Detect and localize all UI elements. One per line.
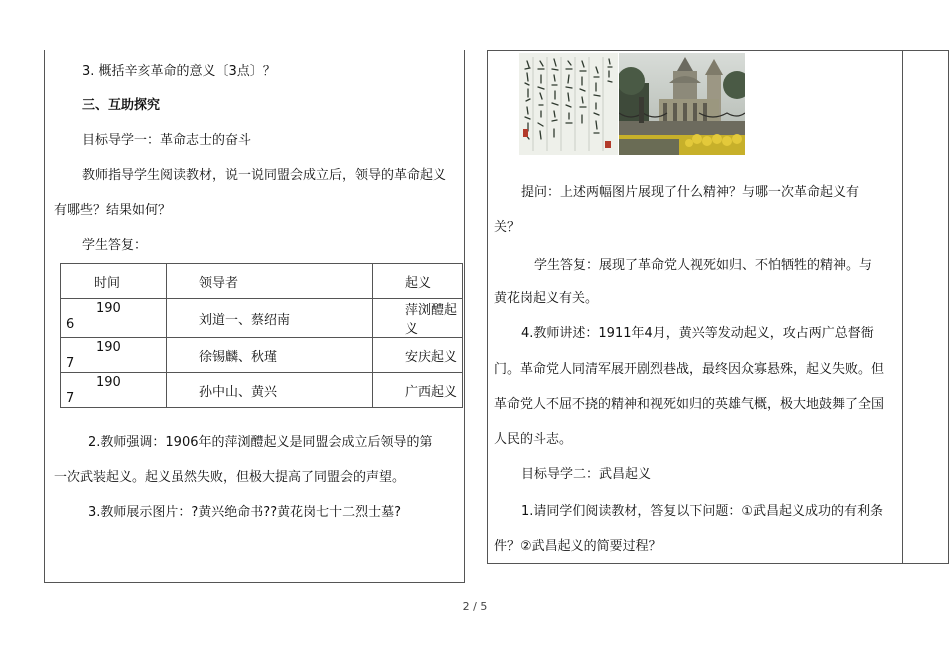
year-cell: [61, 373, 167, 408]
table-row: [61, 373, 463, 408]
header-leader: 领导者: [167, 264, 373, 299]
uprising-cell: 广西起义: [373, 373, 463, 408]
ask-line-1: 提问：上述两幅图片展现了什么精神？与哪一次革命起义有: [521, 185, 860, 200]
uprisings-table: [60, 263, 463, 408]
emphasis-line-2: 一次武装起义。起义虽然失败，但极大提高了同盟会的声望。: [54, 470, 406, 485]
huanghuagang-tomb-image: [619, 53, 745, 155]
header-time: 时间: [61, 264, 167, 299]
calligraphy-strokes: [519, 53, 618, 155]
right-column-divider: [902, 50, 903, 563]
table-header-row: [61, 264, 463, 299]
tomb-photo: [619, 53, 745, 155]
section-title: 三、互助探究: [82, 98, 161, 113]
year-part-b: 7: [66, 391, 75, 406]
table-row: [61, 338, 463, 373]
year-part-a: 190: [96, 301, 121, 316]
uprising-cell: 萍浏醴起义: [373, 299, 463, 338]
table-row: [61, 299, 463, 338]
show-pictures-line: 3.教师展示图片：?黄兴绝命书??黄花岗七十二烈士墓?: [88, 505, 402, 520]
goal-1-title: 目标导学一：革命志士的奋斗: [82, 133, 252, 148]
lecture-line-1: 4.教师讲述：1911年4月，黄兴等发动起义，攻占两广总督衙: [521, 326, 874, 341]
reading-line-2: 件？②武昌起义的简要过程？: [494, 539, 662, 554]
year-part-a: 190: [96, 375, 121, 390]
emphasis-line-1: 2.教师强调：1906年的萍浏醴起义是同盟会成立后领导的第: [88, 435, 433, 450]
year-part-b: 6: [66, 317, 75, 332]
page-number: 2 / 5: [462, 600, 488, 613]
ask-line-2: 关？: [494, 220, 521, 235]
header-uprising: 起义: [373, 264, 463, 299]
lecture-line-4: 人民的斗志。: [494, 432, 573, 447]
answer-line-1: 学生答复：展现了革命党人视死如归、不怕牺牲的精神。与: [534, 258, 873, 273]
year-part-b: 7: [66, 356, 75, 371]
goal-2-title: 目标导学二：武昌起义: [521, 467, 652, 482]
year-cell: [61, 338, 167, 373]
lecture-line-2: 门。革命党人同清军展开剧烈巷战，最终因众寡悬殊，起义失败。但: [494, 362, 885, 377]
question-3: 3. 概括辛亥革命的意义〔3点〕？: [82, 64, 276, 79]
instruction-line-2: 有哪些？结果如何？: [54, 203, 172, 218]
leader-cell: 刘道一、蔡绍南: [167, 299, 373, 338]
leader-cell: 徐锡麟、秋瑾: [167, 338, 373, 373]
lecture-line-3: 革命党人不屈不挠的精神和视死如归的英雄气概，极大地鼓舞了全国: [494, 397, 885, 412]
calligraphy-letter-image: [519, 53, 618, 155]
instruction-line-1: 教师指导学生阅读教材，说一说同盟会成立后，领导的革命起义: [82, 168, 447, 183]
answer-line-2: 黄花岗起义有关。: [494, 291, 599, 306]
reading-line-1: 1.请同学们阅读教材，答复以下问题：①武昌起义成功的有利条: [521, 504, 884, 519]
year-part-a: 190: [96, 340, 121, 355]
student-answer-label: 学生答复：: [82, 238, 148, 253]
uprising-cell: 安庆起义: [373, 338, 463, 373]
year-cell: [61, 299, 167, 338]
leader-cell: 孙中山、黄兴: [167, 373, 373, 408]
